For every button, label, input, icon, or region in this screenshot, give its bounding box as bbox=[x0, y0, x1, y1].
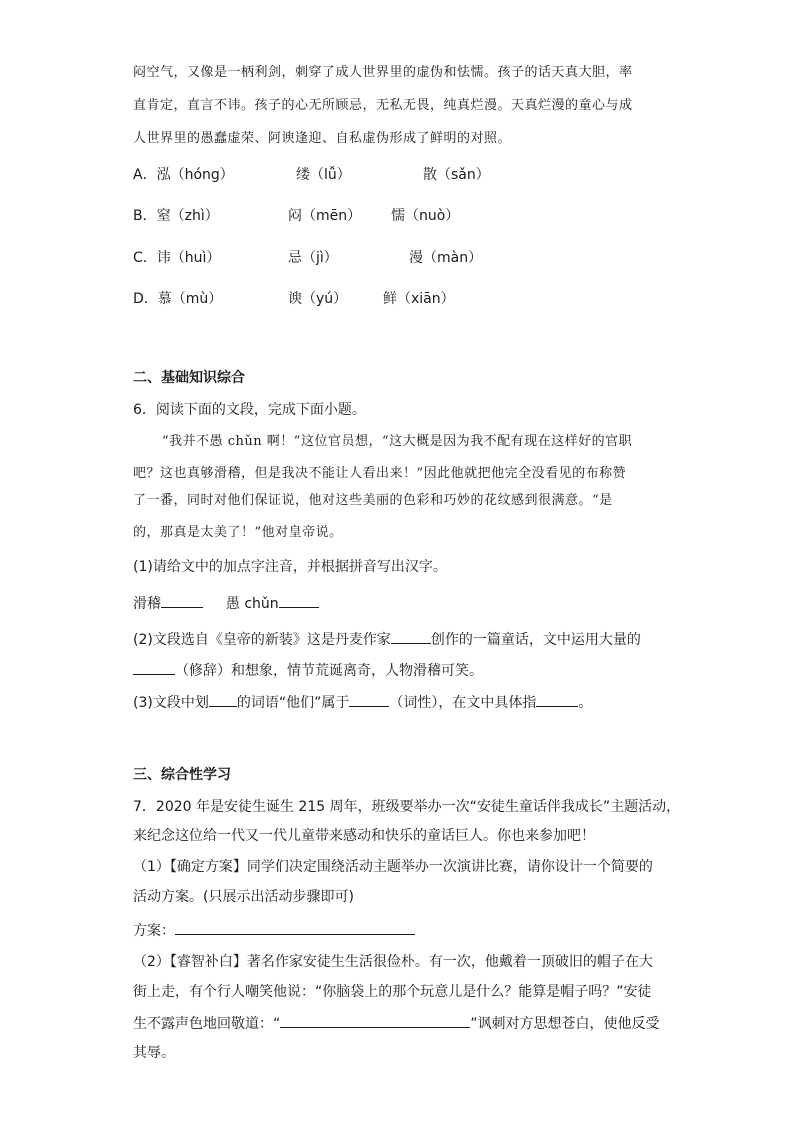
plan-label: 方案： bbox=[133, 923, 175, 939]
prev-passage-line: 直肯定，直言不讳。孩子的心无所顾忌，无私无畏，纯真烂漫。天真烂漫的童心与成 bbox=[133, 98, 633, 113]
sub-question-2-cont: （修辞）和想象，情节荒诞离奇，人物滑稽可笑。 bbox=[133, 659, 483, 681]
underline-mark bbox=[209, 691, 237, 707]
passage-line: 的，那真是太美了！”他对皇帝说。 bbox=[133, 525, 343, 540]
answer-blank[interactable] bbox=[161, 592, 203, 608]
sub-question-2: (2)文段选自《皇帝的新装》这是丹麦作家 创作的一篇童话，文中运用大量的 bbox=[133, 628, 641, 650]
sub-question-7-2: （2）【睿智补白】著名作家安徒生生活很俭朴。有一次，他戴着一顶破旧的帽子在大 bbox=[133, 954, 653, 970]
option-a-label: A．泓（hóng） bbox=[133, 167, 234, 183]
answer-blank[interactable] bbox=[133, 659, 175, 675]
sub-question-7-1: （1）【确定方案】同学们决定围绕活动主题举办一次演讲比赛，请你设计一个简要的 bbox=[133, 859, 653, 875]
option-c-item: 忌（jì） bbox=[288, 250, 338, 266]
answer-blank[interactable] bbox=[536, 691, 578, 707]
answer-blank[interactable] bbox=[391, 628, 431, 644]
sub-question-1: (1)请给文中的加点字注音，并根据拼音写出汉字。 bbox=[133, 559, 447, 575]
section-heading: 二、基础知识综合 bbox=[133, 370, 245, 386]
blank-label: 滑稽 bbox=[133, 596, 161, 612]
passage-line: “我并不愚 chǔn 啊！”这位官员想，“这大概是因为我不配有现在这样好的官职 bbox=[162, 434, 633, 449]
sub-question-7-2-cont: 生不露声色地回敬道：“ ”讽刺对方思想苍白，使他反受 bbox=[133, 1012, 660, 1034]
sub-question-1-blanks bbox=[133, 592, 319, 614]
prev-passage-line: 闷空气，又像是一柄利剑，刺穿了成人世界里的虚伪和怯懦。孩子的话天真大胆，率 bbox=[133, 65, 633, 80]
passage-line: 吧？这也真够滑稽，但是我决不能让人看出来！”因此他就把他完全没看见的布称赞 bbox=[133, 466, 627, 481]
sub-question-3: (3)文段中划 的词语“他们”属于 （词性），在文中具体指 。 bbox=[133, 691, 592, 713]
option-b-item: 闷（mēn） bbox=[288, 208, 362, 224]
option-d-item: 鲜（xiān） bbox=[383, 291, 455, 307]
question-7-text: 来纪念这位给一代又一代儿童带来感动和快乐的童话巨人。你也来参加吧！ bbox=[133, 828, 595, 844]
sub-question-7-2-cont: 其辱。 bbox=[133, 1045, 175, 1061]
question-7-text: 7．2020 年是安徒生诞生 215 周年，班级要举办一次“安徒生童话伴我成长”主题活动， bbox=[133, 799, 681, 815]
plan-line bbox=[133, 919, 415, 941]
answer-blank[interactable] bbox=[279, 592, 319, 608]
option-a-item: 缕（lǚ） bbox=[296, 167, 351, 183]
option-c-item: 漫（màn） bbox=[409, 250, 483, 266]
answer-blank[interactable] bbox=[349, 691, 389, 707]
section-heading: 三、综合性学习 bbox=[133, 767, 231, 783]
sub-question-7-1-cont: 活动方案。(只展示出活动步骤即可) bbox=[133, 889, 354, 905]
option-d-item: 谀（yú） bbox=[288, 291, 348, 307]
option-b-item: 懦（nuò） bbox=[391, 208, 460, 224]
option-a-item: 散（sǎn） bbox=[423, 167, 490, 183]
blank-label: 愚 chǔn bbox=[225, 596, 279, 612]
option-b-label: B．窒（zhì） bbox=[133, 208, 219, 224]
retort-answer-blank[interactable] bbox=[280, 1012, 470, 1028]
plan-answer-blank[interactable] bbox=[175, 919, 415, 935]
prev-passage-line: 人世界里的愚蠢虚荣、阿谀逢迎、自私虚伪形成了鲜明的对照。 bbox=[133, 131, 512, 146]
question-6-prompt: 6．阅读下面的文段，完成下面小题。 bbox=[133, 402, 366, 418]
sub-question-7-2-cont: 街上走，有个行人嘲笑他说：“你脑袋上的那个玩意儿是什么？能算是帽子吗？”安徒 bbox=[133, 984, 652, 1000]
passage-line: 了一番，同时对他们保证说，他对这些美丽的色彩和巧妙的花纹感到很满意。“是 bbox=[133, 493, 613, 508]
option-d-label: D．慕（mù） bbox=[133, 291, 223, 307]
option-c-label: C．讳（huì） bbox=[133, 250, 221, 266]
